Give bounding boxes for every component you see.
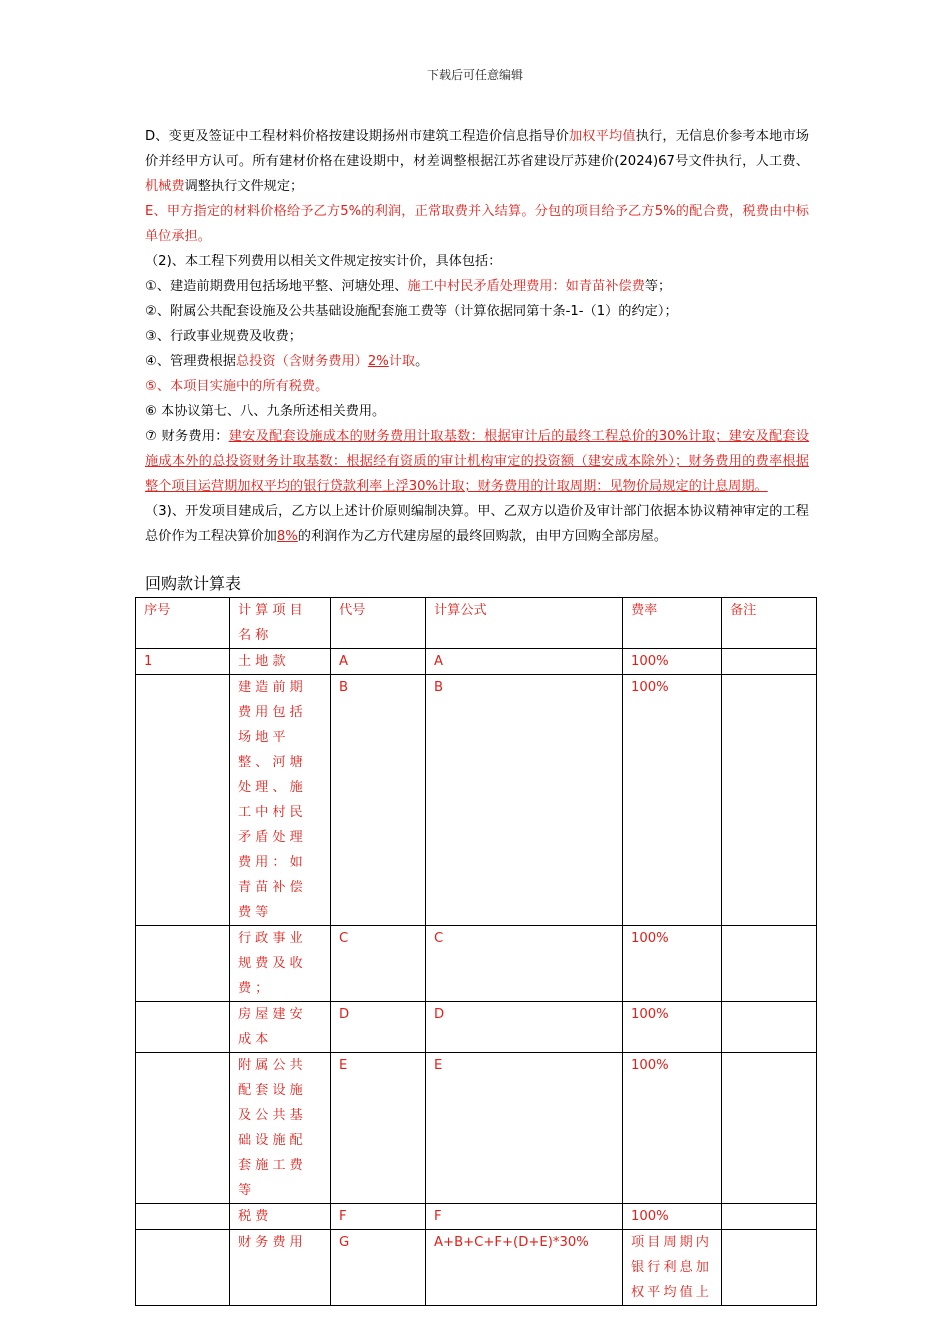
- list-item-4-highlight: 总投资（含财务费用）: [235, 354, 368, 369]
- table-cell: 100%: [623, 1002, 722, 1053]
- table-row: [136, 1053, 817, 1204]
- table-cell: [722, 1002, 817, 1053]
- table-cell: 100%: [623, 926, 722, 1002]
- table-cell: 附属公共配套设施及公共基础设施配套施工费等: [230, 1053, 331, 1204]
- table-cell: B: [426, 675, 623, 926]
- table-cell: 100%: [623, 675, 722, 926]
- table-cell: 100%: [623, 1204, 722, 1230]
- list-item-1-text: ①、建造前期费用包括场地平整、河塘处理、: [145, 279, 408, 294]
- table-cell: 税费: [230, 1204, 331, 1230]
- paragraph-3-end: 的利润作为乙方代建房屋的最终回购款，由甲方回购全部房屋。: [297, 529, 668, 544]
- table-cell: [136, 675, 230, 926]
- table-cell: D: [426, 1002, 623, 1053]
- table-row: [136, 1002, 817, 1053]
- table-cell: 建造前期费用包括场地平整、河塘处理、施工中村民矛盾处理费用：如青苗补偿费等: [230, 675, 331, 926]
- list-item-3: ③、行政事业规费及收费；: [145, 329, 302, 344]
- table-cell: D: [331, 1002, 426, 1053]
- paragraph-d-text-3: 调整执行文件规定；: [184, 179, 304, 194]
- list-item-1: [145, 274, 809, 299]
- paragraph-3: [145, 499, 809, 549]
- table-cell: [136, 1230, 230, 1306]
- table-cell: E: [331, 1053, 426, 1204]
- table-cell: 行政事业规费及收费；: [230, 926, 331, 1002]
- list-item-1-end: 等；: [644, 279, 672, 294]
- page-header: 下载后可任意编辑: [426, 68, 523, 82]
- list-item-4-highlight-2: 计取: [388, 354, 416, 369]
- header-cell: 备注: [722, 598, 817, 649]
- table-cell: [722, 926, 817, 1002]
- paragraph-d-text-2: 执行，无信息价参考本地市场价并经甲方认可。所有建材价格在建设期中，材差调整根据江苏省建设厅苏建价(2024)67号文件执行，人工费、: [145, 129, 809, 169]
- table-cell: [722, 1053, 817, 1204]
- paragraph-3-rate: 8%: [276, 529, 298, 544]
- header-cell: 费率: [623, 598, 722, 649]
- paragraph-2: （2)、本工程下列费用以相关文件规定按实计价，具体包括：: [145, 254, 502, 269]
- table-cell: 财务费用: [230, 1230, 331, 1306]
- list-item-4-text: ④、管理费根据: [145, 354, 236, 369]
- table-cell: F: [426, 1204, 623, 1230]
- paragraph-3-text: （3)、开发项目建成后，乙方以上述计价原则编制决算。甲、乙双方以造价及审计部门依据本协议精神审定的工程总价作为工程决算价加: [145, 504, 809, 544]
- paragraph-d-highlight-1: 加权平均值: [568, 129, 636, 144]
- table-cell: E: [426, 1053, 623, 1204]
- paragraph-d-text-1: D、变更及签证中工程材料价格按建设期扬州市建筑工程造价信息指导价: [145, 129, 569, 144]
- table-header-row: [136, 598, 817, 649]
- table-cell: A+B+C+F+(D+E)*30%: [426, 1230, 623, 1306]
- list-item-4-rate: 2%: [367, 354, 389, 369]
- table-cell: A: [426, 649, 623, 675]
- table-cell: G: [331, 1230, 426, 1306]
- table-row: [136, 1204, 817, 1230]
- table-cell: [722, 649, 817, 675]
- table-cell: [136, 1002, 230, 1053]
- buyback-table: [135, 597, 817, 1306]
- table-cell: A: [331, 649, 426, 675]
- list-item-6: ⑥ 本协议第七、八、九条所述相关费用。: [145, 404, 386, 419]
- table-cell: 项目周期内银行利息加权平均值上: [623, 1230, 722, 1306]
- paragraph-d-highlight-2: 机械费: [145, 179, 185, 194]
- list-item-4: [145, 349, 809, 374]
- header-cell: 序号: [136, 598, 230, 649]
- table-cell: 房屋建安成本: [230, 1002, 331, 1053]
- list-item-7-highlight: 建安及配套设施成本的财务费用计取基数：根据审计后的最终工程总价的30%计取；建安及配套设施成本外的总投资财务计取基数：根据经有资质的审计机构审定的投资额（建安成本除外）；财务费用的费率根据整个项目运营期加权平均的银行贷款利率上浮30%计取；财务费用的计取周期：见物价局规定的计息周期。: [145, 429, 810, 494]
- list-item-5: ⑤、本项目实施中的所有税费。: [145, 379, 329, 394]
- list-item-2: ②、附属公共配套设施及公共基础设施配套施工费等（计算依据同第十条-1-（1）的约定）；: [145, 304, 678, 319]
- table-cell: F: [331, 1204, 426, 1230]
- table-cell: B: [331, 675, 426, 926]
- table-cell: [136, 1204, 230, 1230]
- table-cell: 100%: [623, 1053, 722, 1204]
- paragraph-e: E、甲方指定的材料价格给予乙方5%的利润，正常取费并入结算。分包的项目给予乙方5%的配合费，税费由中标单位承担。: [145, 204, 809, 244]
- table-cell: 1: [136, 649, 230, 675]
- paragraph-d: [145, 124, 809, 199]
- list-item-4-end: 。: [415, 354, 429, 369]
- table-cell: [722, 675, 817, 926]
- table-row: [136, 1230, 817, 1306]
- table-title: 回购款计算表: [145, 574, 242, 593]
- table-cell: 土地款: [230, 649, 331, 675]
- table-cell: [136, 926, 230, 1002]
- table-row: [136, 675, 817, 926]
- table-cell: 100%: [623, 649, 722, 675]
- table-cell: [722, 1204, 817, 1230]
- header-cell: 计算项目名称: [230, 598, 331, 649]
- table-row: [136, 649, 817, 675]
- document-body: [145, 124, 809, 549]
- list-item-7-text: ⑦ 财务费用：: [145, 429, 229, 444]
- header-cell: 代号: [331, 598, 426, 649]
- list-item-7: [145, 424, 809, 499]
- list-item-1-highlight: 施工中村民矛盾处理费用：如青苗补偿费: [407, 279, 645, 294]
- header-cell: 计算公式: [426, 598, 623, 649]
- table-cell: C: [426, 926, 623, 1002]
- table-cell: [136, 1053, 230, 1204]
- table-cell: [722, 1230, 817, 1306]
- table-row: [136, 926, 817, 1002]
- table-cell: C: [331, 926, 426, 1002]
